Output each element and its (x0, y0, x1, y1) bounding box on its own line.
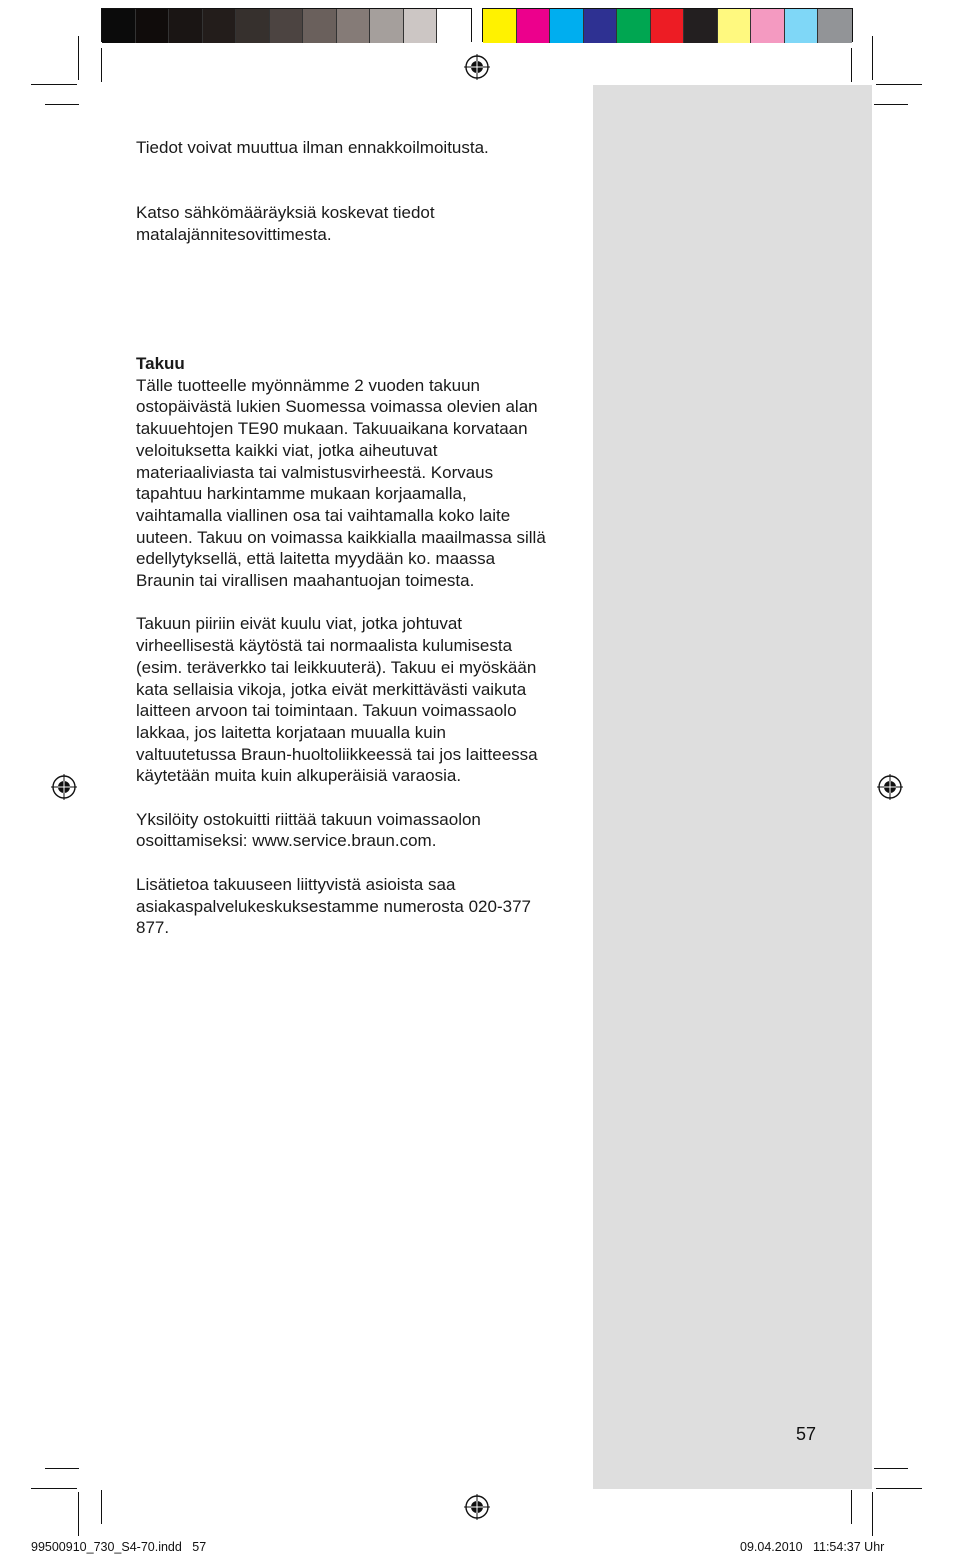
gray-swatch (169, 9, 203, 43)
registration-mark-top-icon (463, 53, 491, 81)
gray-sidebar-panel (593, 85, 872, 1489)
footer-timestamp: 09.04.2010 11:54:37 Uhr (740, 1540, 885, 1554)
warranty-terms-paragraph: Tälle tuotteelle myönnämme 2 vuoden takuun ostopäivästä lukien Suomessa voimassa olevien alan takuuehtojen TE90 mukaan. Takuuaikana korvataan veloituksetta kaikki viat, jotka aiheutuvat materiaaliviasta tai valmistusvirheestä. Korvaus tapahtuu harkintamme mukaan korjaamalla, vaihtamalla viallinen osa tai vaihtamalla koko laite uuteen. Takuu on voimassa kaikkialla maailmassa sillä edellytyksellä, että laitetta myydään ko. maassa Braunin tai virallisen maahantuojan toimesta. (136, 375, 546, 591)
warranty-section (136, 353, 548, 939)
gray-swatch (370, 9, 404, 43)
footer-file-info: 99500910_730_S4-70.indd 57 (31, 1540, 207, 1554)
electrical-info-paragraph: Katso sähkömääräyksiä koskevat tiedot matalajännitesovittimesta. (136, 203, 435, 244)
gray-swatch (203, 9, 237, 43)
page-number: 57 (796, 1424, 817, 1444)
color-swatch (785, 9, 819, 43)
color-swatch (617, 9, 651, 43)
gray-swatch (102, 9, 136, 43)
color-swatch (550, 9, 584, 43)
color-swatch (751, 9, 785, 43)
gray-swatch (437, 9, 471, 43)
registration-mark-left-icon (50, 773, 78, 801)
warranty-receipt-paragraph: Yksilöity ostokuitti riittää takuun voimassaolon osoittamiseksi: www.service.braun.com. (136, 809, 481, 851)
grayscale-color-bar (101, 8, 472, 42)
color-swatch (684, 9, 718, 43)
warranty-heading: Takuu (136, 354, 185, 373)
color-swatch (517, 9, 551, 43)
color-swatch (718, 9, 752, 43)
warranty-contact-paragraph: Lisätietoa takuuseen liittyvistä asioista saa asiakaspalvelukeskuksestamme numerosta 020-377 877. (136, 874, 531, 938)
gray-swatch (270, 9, 304, 43)
registration-mark-right-icon (876, 773, 904, 801)
process-color-bar (482, 8, 853, 42)
gray-swatch (136, 9, 170, 43)
gray-swatch (404, 9, 438, 43)
registration-mark-bottom-icon (463, 1493, 491, 1521)
warranty-exclusions-paragraph: Takuun piiriin eivät kuulu viat, jotka johtuvat virheellisestä käytöstä tai normaalista kulumisesta (esim. teräverkko tai leikkuuterä). Takuu ei myöskään kata sellaisia vikoja, jotka eivät merkittävästi vaikuta laitteen arvoon tai toimintaan. Takuun voimassaolo lakkaa, jos laitetta korjataan muualla kuin valtuutetussa Braun-huoltoliikkeessä tai jos laitteessa käytetään muita kuin alkuperäisiä varaosia. (136, 614, 538, 786)
color-swatch (584, 9, 618, 43)
gray-swatch (337, 9, 371, 43)
color-swatch (651, 9, 685, 43)
gray-swatch (303, 9, 337, 43)
color-swatch (483, 9, 517, 43)
gray-swatch (236, 9, 270, 43)
notice-paragraph: Tiedot voivat muuttua ilman ennakkoilmoitusta. (136, 138, 489, 157)
color-swatch (818, 9, 852, 43)
